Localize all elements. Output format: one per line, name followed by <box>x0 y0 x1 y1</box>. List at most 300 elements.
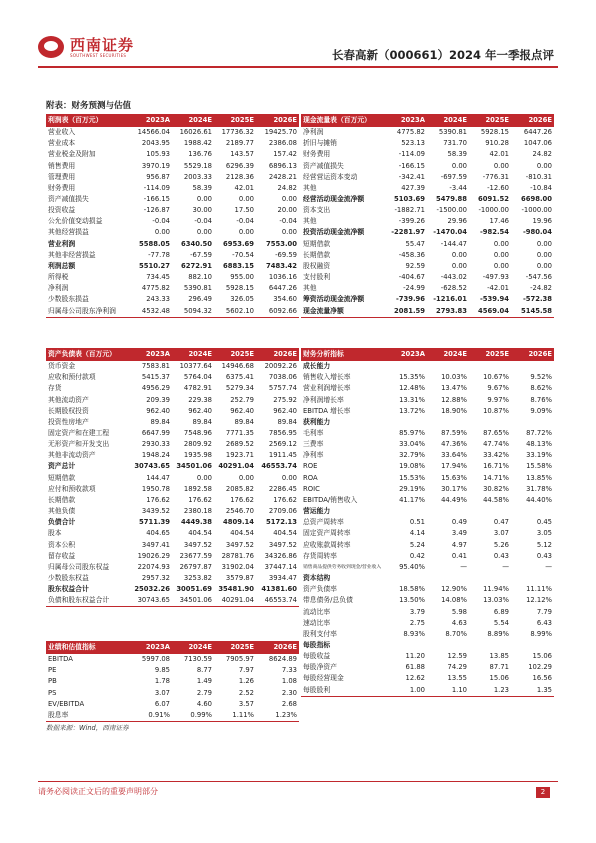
cell-value: 9.67% <box>487 384 509 393</box>
cell-value: 962.40 <box>230 406 254 415</box>
cell-value: 34326.86 <box>264 551 297 560</box>
row-label: 净利润 <box>303 128 324 137</box>
cell-value: 157.42 <box>273 150 297 159</box>
row-label: 长期股权投资 <box>48 406 89 415</box>
row-label: 股息率 <box>46 710 130 722</box>
report-title: 长春高新（000661）2024 年一季报点评 <box>331 48 554 62</box>
cell-value: 15.06 <box>489 674 509 683</box>
cell-value: -980.04 <box>522 228 552 237</box>
cell-value: 10.67% <box>483 373 509 382</box>
row-label: 营业利润 <box>48 239 76 248</box>
cell-value: 882.10 <box>188 273 212 282</box>
row-label: 资产总计 <box>48 462 76 471</box>
cell-value: 404.54 <box>188 529 212 538</box>
row-label: 归属母公司股东权益 <box>48 562 110 571</box>
cell-value: 15.58% <box>526 462 552 471</box>
cell-value <box>427 573 469 584</box>
column-header-year: 2023A <box>385 348 427 361</box>
cell-value: 5757.74 <box>268 384 297 393</box>
column-header-year: 2023A <box>385 114 427 127</box>
cell-value: 26797.87 <box>179 562 212 571</box>
row-label: 资本支出 <box>303 206 331 215</box>
cell-value: 17.46 <box>489 217 509 226</box>
row-label: 长期借款 <box>303 250 331 259</box>
cell-value: 9.85 <box>154 666 170 675</box>
table-row <box>301 417 554 428</box>
row-label: PB <box>48 677 57 686</box>
cell-value: 4809.14 <box>223 518 254 527</box>
cell-value: -114.09 <box>143 183 170 192</box>
cell-value: 58.39 <box>447 150 467 159</box>
cell-value: -982.54 <box>479 228 509 237</box>
cell-value: 2380.18 <box>183 507 212 516</box>
row-label: 短期借款 <box>303 239 331 248</box>
cell-value: 962.40 <box>146 406 170 415</box>
row-label: 利润总额 <box>48 261 76 270</box>
table-row <box>301 160 554 171</box>
cell-value: 14.71% <box>483 473 509 482</box>
row-label: 存货周转率 <box>303 551 337 560</box>
cell-value: -126.87 <box>143 206 170 215</box>
table-title: 业绩和估值指标 <box>46 641 130 654</box>
table-row <box>301 584 554 595</box>
cell-value: 1.35 <box>511 685 554 697</box>
cell-value: -1216.01 <box>433 295 467 304</box>
cell-value: 16.71% <box>483 462 509 471</box>
table-row <box>301 606 554 617</box>
cell-value: 5415.37 <box>141 373 170 382</box>
row-label: 其他经营损益 <box>48 228 89 237</box>
row-label: 成长能力 <box>303 362 331 371</box>
cell-value: 326.05 <box>230 295 254 304</box>
cell-value: — <box>502 562 509 571</box>
row-label: 每股收益 <box>303 652 331 661</box>
cell-value: 0.41 <box>451 551 467 560</box>
cell-value: 0.00 <box>196 228 212 237</box>
cell-value: 33.04% <box>399 440 425 449</box>
cell-value: 35481.90 <box>218 585 254 594</box>
table-row <box>46 450 299 461</box>
cell-value: 30743.65 <box>130 595 172 607</box>
cell-value: 3970.19 <box>141 161 170 170</box>
cell-value: 7130.59 <box>183 655 212 664</box>
cell-value: 17.94% <box>441 462 467 471</box>
cell-value <box>427 417 469 428</box>
row-label: 长期借款 <box>48 495 76 504</box>
row-label: 投资收益 <box>48 206 76 215</box>
row-label: 无形资产和开发支出 <box>48 440 110 449</box>
cell-value: -0.04 <box>152 217 170 226</box>
cell-value: 3497.52 <box>268 540 297 549</box>
row-label: 总资产周转率 <box>303 518 344 527</box>
cell-value: 2003.33 <box>183 172 212 181</box>
table-title: 资产负债表（百万元） <box>46 348 130 361</box>
cell-value: 1923.71 <box>225 451 254 460</box>
cell-value: 3497.52 <box>225 540 254 549</box>
row-label: 归属母公司股东净利润 <box>46 306 130 318</box>
page-number: 2 <box>536 787 550 798</box>
cell-value: -10.84 <box>530 183 552 192</box>
cell-value: 4532.48 <box>130 306 172 318</box>
cell-value: 2793.83 <box>427 306 469 318</box>
cell-value: 6272.91 <box>181 261 212 270</box>
cell-value: -166.15 <box>398 161 425 170</box>
cell-value: 0.00 <box>493 161 509 170</box>
cell-value: 30.82% <box>483 484 509 493</box>
logo-name-cn: 西南证券 <box>70 35 135 54</box>
cell-value: 5764.04 <box>183 373 212 382</box>
cell-value: 7.33 <box>281 666 297 675</box>
cell-value: 3.07 <box>493 529 509 538</box>
table-row <box>46 406 299 417</box>
table-row <box>46 595 299 607</box>
cell-value: 6091.52 <box>478 195 509 204</box>
cell-value: 962.40 <box>273 406 297 415</box>
cell-value: 13.85 <box>489 652 509 661</box>
cell-value: -42.01 <box>487 284 509 293</box>
table-row <box>301 662 554 673</box>
cell-value: -810.31 <box>525 172 552 181</box>
row-label: 负债和股东权益合计 <box>46 595 130 607</box>
table-row <box>301 673 554 684</box>
row-label: 管理费用 <box>48 172 76 181</box>
table-row <box>301 205 554 216</box>
cell-value: 1948.24 <box>141 451 170 460</box>
table-row <box>46 160 299 171</box>
row-label: 流动比率 <box>303 607 331 616</box>
table-row <box>46 306 299 318</box>
column-header-year: 2024E <box>172 114 214 127</box>
row-label: 公允价值变动损益 <box>48 217 103 226</box>
cell-value: 275.92 <box>273 395 297 404</box>
logo-icon <box>38 36 64 58</box>
cell-value: 4.14 <box>409 529 425 538</box>
table-row <box>46 361 299 372</box>
cell-value: 1.11% <box>214 710 256 722</box>
cell-value: 176.62 <box>273 495 297 504</box>
row-label: 其他 <box>303 183 317 192</box>
financial-ratios-table <box>301 348 554 697</box>
table-row <box>46 138 299 149</box>
cell-value: 5510.27 <box>139 261 170 270</box>
cell-value: 7038.06 <box>268 373 297 382</box>
table-row <box>301 239 554 250</box>
cell-value: 5094.32 <box>172 306 214 318</box>
cell-value: 0.00 <box>281 195 297 204</box>
cell-value: 6896.13 <box>268 161 297 170</box>
row-label: 营业税金及附加 <box>48 150 96 159</box>
cell-value: 13.55 <box>447 674 467 683</box>
cell-value: -70.54 <box>232 250 254 259</box>
cell-value: 7.79 <box>536 607 552 616</box>
cell-value <box>385 573 427 584</box>
table-row <box>46 417 299 428</box>
cell-value: 34501.06 <box>172 595 214 607</box>
cell-value: 0.00 <box>154 228 170 237</box>
cell-value: 16026.61 <box>179 128 212 137</box>
cell-value: 87.59% <box>441 429 467 438</box>
cell-value: 5602.10 <box>214 306 256 318</box>
cell-value: 0.51 <box>409 518 425 527</box>
cell-value: 20092.26 <box>264 362 297 371</box>
cell-value: 22074.93 <box>137 562 170 571</box>
cell-value: 41.17% <box>399 495 425 504</box>
table-row <box>301 595 554 606</box>
cell-value: -547.56 <box>525 273 552 282</box>
header-divider <box>38 66 558 68</box>
cell-value: 144.47 <box>146 473 170 482</box>
cell-value <box>511 417 554 428</box>
cell-value: 6296.39 <box>225 161 254 170</box>
cell-value: 95.40% <box>399 562 425 571</box>
row-label: 营运能力 <box>303 507 331 516</box>
cell-value: 13.47% <box>441 384 467 393</box>
cell-value: 2043.95 <box>141 139 170 148</box>
table-header-row <box>46 348 299 361</box>
table-row <box>301 149 554 160</box>
cell-value: -0.04 <box>236 217 254 226</box>
cell-value: -458.36 <box>398 250 425 259</box>
table-row <box>46 149 299 160</box>
cell-value: 42.01 <box>234 183 254 192</box>
cell-value: 33.42% <box>483 451 509 460</box>
row-label: 资产负债率 <box>303 585 337 594</box>
cell-value: 3.07 <box>154 688 170 697</box>
cell-value: -697.59 <box>440 172 467 181</box>
row-label: 应付和预收款项 <box>48 484 96 493</box>
table-row <box>301 372 554 383</box>
row-label: 毛利率 <box>303 429 324 438</box>
cell-value <box>511 506 554 517</box>
cell-value: 0.47 <box>493 518 509 527</box>
cell-value: 7553.00 <box>266 239 297 248</box>
cell-value: 4956.29 <box>141 384 170 393</box>
cell-value: -404.67 <box>398 273 425 282</box>
logo-name-en: SOUTHWEST SECURITIES <box>70 52 127 58</box>
cell-value: 47.36% <box>441 440 467 449</box>
cell-value: -1000.00 <box>521 206 552 215</box>
row-label: 净利率 <box>303 451 324 460</box>
cell-value: 17736.32 <box>221 128 254 137</box>
cell-value: 19.96 <box>532 217 552 226</box>
cell-value: 3934.47 <box>268 574 297 583</box>
cell-value: 29.96 <box>447 217 467 226</box>
row-label: 销售商品提供劳务收到现金/营业收入 <box>303 564 382 570</box>
cell-value: 1935.98 <box>183 451 212 460</box>
row-label: 带息债务/总负债 <box>303 596 353 605</box>
cell-value: 229.38 <box>188 395 212 404</box>
cell-value <box>469 506 511 517</box>
cell-value: 6698.00 <box>521 195 552 204</box>
cell-value: 58.39 <box>192 183 212 192</box>
cell-value: 2546.70 <box>225 507 254 516</box>
cell-value: 92.59 <box>405 261 425 270</box>
row-label: 每股经营现金 <box>303 674 344 683</box>
row-label: EBITDA <box>48 655 73 664</box>
cell-value: 13.03% <box>483 596 509 605</box>
column-header-year: 2023A <box>130 641 172 654</box>
cell-value: 3579.87 <box>225 574 254 583</box>
table-row <box>46 710 299 722</box>
row-label: 股本 <box>48 529 62 538</box>
row-label: ROE <box>303 462 318 471</box>
cell-value: 13.72% <box>399 406 425 415</box>
cell-value: -739.96 <box>395 295 425 304</box>
row-label: 所得税 <box>48 273 69 282</box>
table-row <box>301 294 554 305</box>
cell-value: 2709.06 <box>268 507 297 516</box>
cell-value: 17.50 <box>234 206 254 215</box>
column-header-year: 2024E <box>427 114 469 127</box>
cell-value: 12.88% <box>441 395 467 404</box>
cell-value: -114.09 <box>398 150 425 159</box>
row-label: ROIC <box>303 484 320 493</box>
cell-value: 16.56 <box>532 674 552 683</box>
income-statement-table <box>46 114 299 318</box>
cell-value: 25032.26 <box>134 585 170 594</box>
cell-value: 5279.34 <box>225 384 254 393</box>
row-label: 其他 <box>303 284 317 293</box>
row-label: 固定资产周转率 <box>303 529 351 538</box>
cell-value: 0.00 <box>536 239 552 248</box>
cell-value: 243.33 <box>146 295 170 304</box>
cell-value: -1500.00 <box>436 206 467 215</box>
cashflow-statement-table <box>301 114 554 318</box>
cell-value: -12.60 <box>487 183 509 192</box>
cell-value: 12.62 <box>405 674 425 683</box>
cell-value: -24.99 <box>403 284 425 293</box>
cell-value: 2.52 <box>238 688 254 697</box>
table-row <box>301 517 554 528</box>
table-row <box>301 216 554 227</box>
cell-value: 6447.26 <box>268 284 297 293</box>
cell-value: 10.87% <box>483 406 509 415</box>
row-label: 其他非流动资产 <box>48 451 96 460</box>
cell-value: -0.04 <box>279 217 297 226</box>
cell-value: 404.54 <box>273 529 297 538</box>
row-label: 净利润增长率 <box>303 395 344 404</box>
row-label: 股利支付率 <box>303 629 337 638</box>
row-label: 财务费用 <box>303 150 331 159</box>
cell-value: 6.89 <box>493 607 509 616</box>
cell-value: 5.24 <box>409 540 425 549</box>
cell-value: 40291.04 <box>214 595 256 607</box>
cell-value: 9.09% <box>530 406 552 415</box>
row-label: 应收账款周转率 <box>303 540 351 549</box>
cell-value: 962.40 <box>188 406 212 415</box>
table-row <box>301 194 554 205</box>
row-label: 其他非经营损益 <box>48 250 96 259</box>
table-row <box>46 428 299 439</box>
cell-value: 10.03% <box>441 373 467 382</box>
cell-value: 24.82 <box>277 183 297 192</box>
cell-value: 15.06 <box>532 652 552 661</box>
table-row <box>46 216 299 227</box>
table-row <box>301 640 554 651</box>
cell-value: 1.00 <box>385 685 427 697</box>
cell-value: 19.08% <box>399 462 425 471</box>
cell-value: 1036.16 <box>268 273 297 282</box>
table-row <box>301 495 554 506</box>
cell-value: 5.26 <box>493 540 509 549</box>
table-row <box>46 562 299 573</box>
cell-value: 15.53% <box>399 473 425 482</box>
cell-value: 15.63% <box>441 473 467 482</box>
table-header-row <box>301 114 554 127</box>
row-label: 资本公积 <box>48 540 76 549</box>
cell-value: 102.29 <box>528 663 552 672</box>
cell-value: 4775.82 <box>141 284 170 293</box>
cell-value: 31.78% <box>526 484 552 493</box>
row-label: 固定资产和在建工程 <box>48 429 110 438</box>
row-label: 负债合计 <box>48 518 76 527</box>
column-header-year: 2025E <box>469 114 511 127</box>
cell-value: 34501.06 <box>176 462 212 471</box>
column-header-year: 2026E <box>511 348 554 361</box>
table-row <box>46 687 299 698</box>
row-label: 支付股利 <box>303 273 331 282</box>
table-row <box>46 261 299 272</box>
cell-value: -166.15 <box>143 195 170 204</box>
row-label: 筹资活动现金流净额 <box>303 295 365 304</box>
cell-value <box>469 361 511 372</box>
cell-value: 14566.04 <box>137 128 170 137</box>
cell-value: 2085.82 <box>225 484 254 493</box>
cell-value: 4775.82 <box>396 128 425 137</box>
table-row <box>301 183 554 194</box>
cell-value: 46553.74 <box>261 462 297 471</box>
cell-value: 0.99% <box>172 710 214 722</box>
cell-value: — <box>545 562 552 571</box>
cell-value: 176.62 <box>230 495 254 504</box>
cell-value: -399.26 <box>398 217 425 226</box>
table-row <box>46 194 299 205</box>
cell-value: 7483.42 <box>266 261 297 270</box>
cell-value: 30051.69 <box>176 585 212 594</box>
table-title: 现金流量表（百万元） <box>301 114 385 127</box>
table-row <box>46 551 299 562</box>
table-row <box>301 562 554 573</box>
column-header-year: 2023A <box>130 114 172 127</box>
table-row <box>301 138 554 149</box>
cell-value: 5588.05 <box>139 239 170 248</box>
row-label: 短期借款 <box>48 473 76 482</box>
cell-value: 0.42 <box>409 551 425 560</box>
cell-value: 1.26 <box>238 677 254 686</box>
cell-value: 5390.81 <box>183 284 212 293</box>
cell-value: 11.94% <box>483 585 509 594</box>
cell-value: 89.84 <box>277 417 297 426</box>
table-row <box>46 294 299 305</box>
row-label: 净利润 <box>48 284 69 293</box>
cell-value: 2386.08 <box>268 139 297 148</box>
table-row <box>46 584 299 595</box>
cell-value: 0.00 <box>281 473 297 482</box>
cell-value: 4.63 <box>451 618 467 627</box>
table-row <box>301 540 554 551</box>
table-row <box>301 528 554 539</box>
cell-value: 33.19% <box>526 451 552 460</box>
column-header-year: 2023A <box>130 348 172 361</box>
row-label: EBITDA/销售收入 <box>303 495 358 504</box>
cell-value: 2.30 <box>281 688 297 697</box>
cell-value: 87.71 <box>489 663 509 672</box>
cell-value: -144.47 <box>440 239 467 248</box>
cell-value: 24.82 <box>532 150 552 159</box>
cell-value <box>427 640 469 651</box>
cell-value: 41381.60 <box>261 585 297 594</box>
cell-value: 910.28 <box>485 139 509 148</box>
